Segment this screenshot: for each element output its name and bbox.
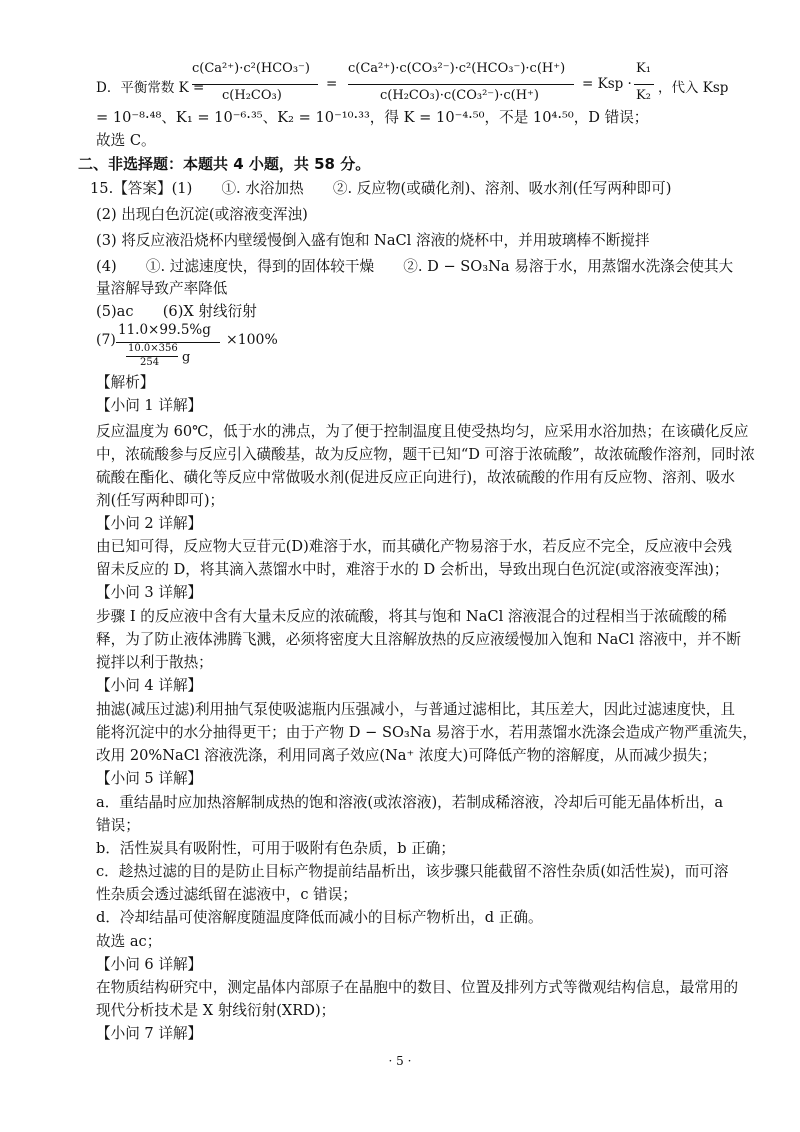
analysis-line: 搅拌以利于散热； <box>96 654 213 671</box>
answer-line: (5)ac (6)X 射线衍射 <box>96 303 257 320</box>
analysis-line: 性杂质会透过滤纸留在滤液中，c 错误； <box>96 886 357 903</box>
formula-frac2-denominator: c(H₂CO₃)·c(CO₃²⁻)·c(H⁺) <box>380 88 539 103</box>
yield-unit: g <box>182 350 191 365</box>
fraction-bar <box>634 84 654 85</box>
analysis-line: d．冷却结晶可使溶解度随温度降低而减小的目标产物析出，d 正确。 <box>96 909 543 926</box>
yield-formula <box>96 322 296 370</box>
formula-suffix: ×100% <box>226 332 278 348</box>
analysis-line: 【解析】 <box>96 374 155 391</box>
analysis-line: 剂(任写两种即可)； <box>96 492 225 509</box>
analysis-line: a．重结晶时应加热溶解制成热的饱和溶液(或浓溶液)，若制成稀溶液，冷却后可能无晶体析出，a <box>96 794 724 811</box>
yield-numerator: 11.0×99.5%g <box>118 322 211 338</box>
formula-frac1-denominator: c(H₂CO₃) <box>222 88 282 103</box>
analysis-line: 反应温度为 60℃，低于水的沸点，为了便于控制温度且使受热均匀，应采用水浴加热；在该磺化反应 <box>96 423 749 440</box>
analysis-line: 【小问 7 详解】 <box>96 1025 203 1042</box>
answer-line: 15.【答案】(1) ①. 水浴加热 ②. 反应物(或磺化剂)、溶剂、吸水剂(任写两种即可) <box>90 180 672 197</box>
formula-frac3-numerator: K₁ <box>636 61 651 76</box>
analysis-line: 错误； <box>96 817 140 834</box>
formula-prefix: (7) <box>96 332 116 348</box>
fraction-bar <box>348 84 574 85</box>
text-line: = 10⁻⁸·⁴⁸、K₁ = 10⁻⁶·³⁵、K₂ = 10⁻¹⁰·³³，得 K = 10⁻⁴·⁵⁰，不是 10⁴·⁵⁰，D 错误； <box>96 109 649 126</box>
analysis-line: 改用 20%NaCl 溶液洗涤，利用同离子效应(Na⁺ 浓度大)可降低产物的溶解度，从而减少损失； <box>96 747 717 764</box>
analysis-line: 【小问 3 详解】 <box>96 584 203 601</box>
analysis-line: c．趁热过滤的目的是防止目标产物提前结晶析出，该步骤只能截留不溶性杂质(如活性炭)，而可溶 <box>96 863 729 880</box>
analysis-line: 步骤 Ⅰ 的反应液中含有大量未反应的浓硫酸，将其与饱和 NaCl 溶液混合的过程相当于浓硫酸的稀 <box>96 608 727 625</box>
section-heading: 二、非选择题：本题共 4 小题，共 58 分。 <box>78 155 371 173</box>
answer-line: (4) ①. 过滤速度快，得到的固体较干燥 ②. D − SO₃Na 易溶于水，用蒸馏水洗涤会使其大 <box>96 258 734 275</box>
answer-line: (3) 将反应液沿烧杯内壁缓慢倒入盛有饱和 NaCl 溶液的烧杯中，并用玻璃棒不断搅拌 <box>96 232 650 249</box>
answer-line: 量溶解导致产率降低 <box>96 280 228 297</box>
formula-frac1-numerator: c(Ca²⁺)·c²(HCO₃⁻) <box>192 61 310 76</box>
formula-frac2-numerator: c(Ca²⁺)·c(CO₃²⁻)·c²(HCO₃⁻)·c(H⁺) <box>348 61 566 76</box>
analysis-line: 抽滤(减压过滤)利用抽气泵使吸滤瓶内压强减小，与普通过滤相比，其压差大，因此过滤速度快，且 <box>96 701 735 718</box>
answer-line: (2) 出现白色沉淀(或溶液变浑浊) <box>96 206 308 223</box>
analysis-line: 【小问 6 详解】 <box>96 956 203 973</box>
text-line: 故选 C。 <box>96 132 156 149</box>
equilibrium-constant-formula <box>96 60 736 114</box>
analysis-line: 故选 ac； <box>96 933 162 950</box>
formula-equals: = <box>326 76 338 92</box>
analysis-line: 留未反应的 D，将其滴入蒸馏水中时，难溶于水的 D 会析出，导致出现白色沉淀(或溶液变浑浊)； <box>96 561 729 578</box>
analysis-line: 释，为了防止液体沸腾飞溅，必须将密度大且溶解放热的反应液缓慢加入饱和 NaCl 溶液中，并不断 <box>96 631 741 648</box>
analysis-line: 【小问 5 详解】 <box>96 770 203 787</box>
fraction-bar <box>192 84 318 85</box>
analysis-line: 现代分析技术是 X 射线衍射(XRD)； <box>96 1002 336 1019</box>
analysis-line: 由已知可得，反应物大豆苷元(D)难溶于水，而其磺化产物易溶于水，若反应不完全，反应液中会残 <box>96 538 733 555</box>
formula-label: D．平衡常数 K = <box>96 80 205 96</box>
yield-inner-denominator: 254 <box>140 357 160 368</box>
analysis-line: 中，浓硫酸参与反应引入磺酸基，故为反应物，题干已知“D 可溶于浓硫酸”，故浓硫酸作溶剂，同时浓 <box>96 446 755 463</box>
yield-inner-numerator: 10.0×356 <box>128 343 178 354</box>
analysis-line: b．活性炭具有吸附性，可用于吸附有色杂质，b 正确； <box>96 840 455 857</box>
formula-ksp-times: = Ksp · <box>582 76 632 92</box>
formula-frac3-denominator: K₂ <box>636 88 651 103</box>
analysis-line: 能将沉淀中的水分抽得更干；由于产物 D − SO₃Na 易溶于水，若用蒸馏水洗涤会造成产物严重流失， <box>96 724 757 741</box>
analysis-line: 在物质结构研究中，测定晶体内部原子在晶胞中的数目、位置及排列方式等微观结构信息，最常用的 <box>96 979 739 996</box>
analysis-line: 【小问 2 详解】 <box>96 515 203 532</box>
page-number: · 5 · <box>388 1054 412 1068</box>
analysis-line: 【小问 4 详解】 <box>96 677 203 694</box>
analysis-line: 【小问 1 详解】 <box>96 397 203 414</box>
analysis-line: 硫酸在酯化、磺化等反应中常做吸水剂(促进反应正向进行)，故浓硫酸的作用有反应物、溶剂、吸水 <box>96 469 735 486</box>
formula-tail: ，代入 Ksp <box>658 80 729 96</box>
